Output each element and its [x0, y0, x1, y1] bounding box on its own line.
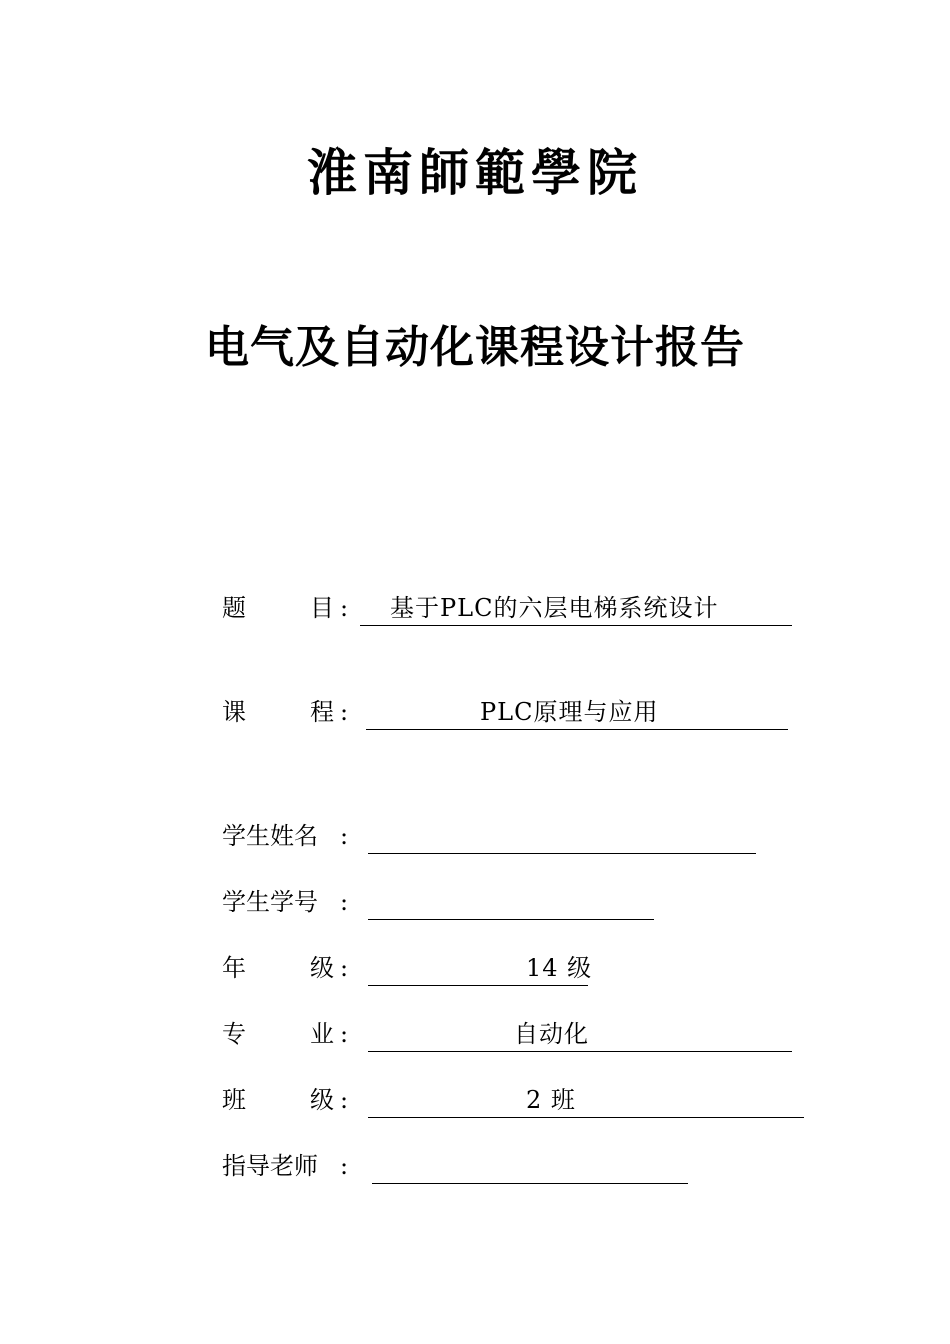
field-student-id-underline: [368, 884, 654, 920]
field-class-colon: :: [340, 1086, 349, 1114]
field-major-colon: :: [340, 1020, 349, 1048]
field-student-id-colon: :: [340, 888, 349, 916]
field-course-value: PLC原理与应用: [480, 698, 659, 726]
school-name: 淮南師範學院: [307, 143, 643, 202]
field-class-underline: [368, 1082, 804, 1118]
field-student-name-colon: :: [340, 822, 349, 850]
field-student-name-label: 学生姓名: [222, 822, 318, 850]
field-topic-colon: :: [340, 594, 349, 622]
field-grade-value: 14 级: [526, 954, 593, 982]
field-class-value: 2 班: [526, 1086, 576, 1114]
field-class-label: 班 级: [222, 1086, 334, 1114]
field-advisor-underline: [372, 1148, 688, 1184]
field-major-label: 专 业: [222, 1020, 334, 1048]
field-grade-label: 年 级: [222, 954, 334, 982]
field-course-label: 课 程: [222, 698, 334, 726]
field-grade-colon: :: [340, 954, 349, 982]
field-student-name-underline: [368, 818, 756, 854]
field-topic-label: 题 目: [222, 594, 334, 622]
report-title: 电气及自动化课程设计报告: [205, 322, 745, 373]
field-major-value: 自动化: [514, 1020, 589, 1048]
field-student-id-label: 学生学号: [222, 888, 318, 916]
field-advisor-colon: :: [340, 1152, 349, 1180]
field-advisor-label: 指导老师: [222, 1152, 318, 1180]
field-topic-value: 基于PLC的六层电梯系统设计: [390, 594, 719, 622]
field-course-colon: :: [340, 698, 349, 726]
